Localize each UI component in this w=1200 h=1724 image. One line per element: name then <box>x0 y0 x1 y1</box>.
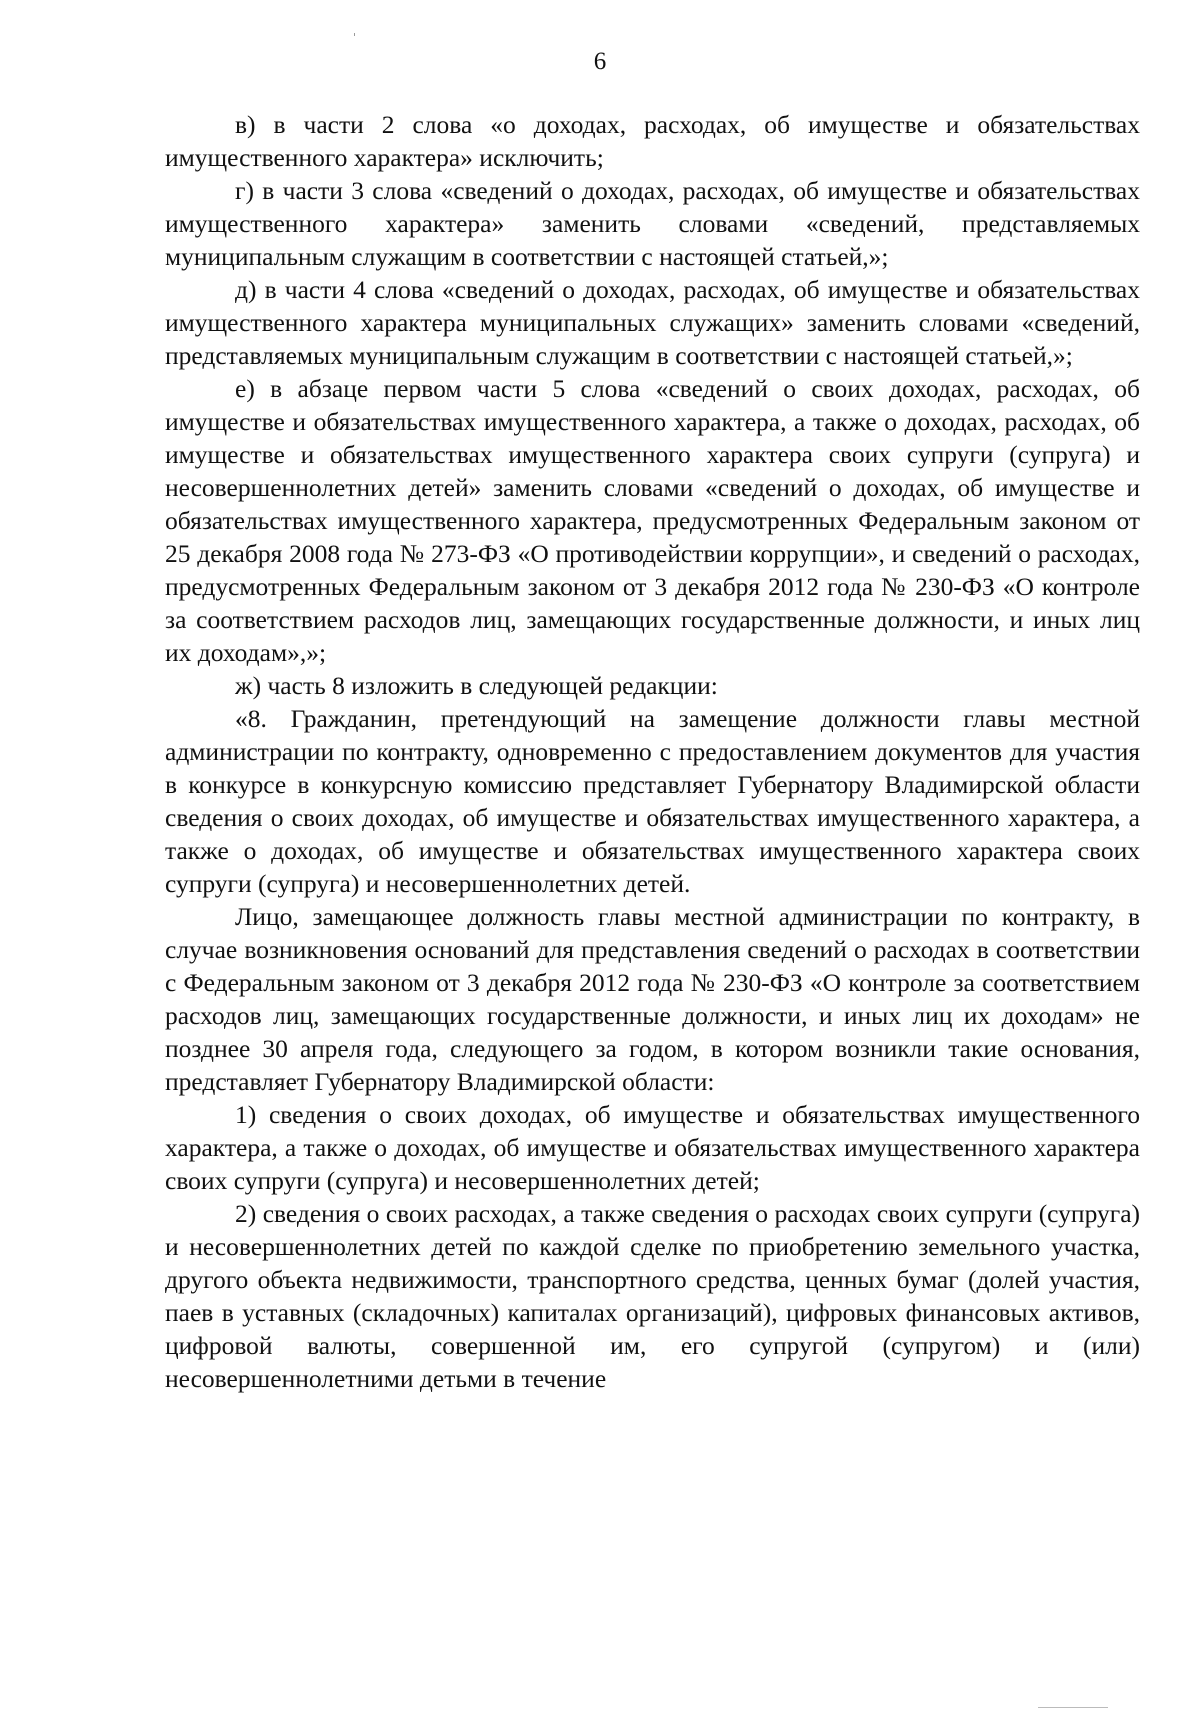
paragraph-subitem-1: 1) сведения о своих доходах, об имуществе и обязательствах имущественного характера, а также о доходах, об имуществе и обязательствах имущественного характера своих супруги (супруга) и несовершеннолетних детей; <box>165 1100 1140 1195</box>
page-number: 6 <box>593 48 607 75</box>
scan-edge-mark <box>1038 1707 1108 1708</box>
paragraph-item-e: е) в абзаце первом части 5 слова «сведений о своих доходах, расходах, об имуществе и обязательствах имущественного характера, а также о доходах, расходах, об имуществе и обязательствах имущественного характера своих супруги (супруга) и несовершеннолетних детей» заменить словами «сведений о доходах, об имуществе и обязательствах имущественного характера, предусмотренных Федеральным законом от 25 декабря 2008 года № 273-ФЗ «О противодействии коррупции», и сведений о расходах, предусмотренных Федеральным законом от 3 декабря 2012 года № 230-ФЗ «О контроле за соответствием расходов лиц, замещающих государственные должности, и иных лиц их доходам»,»; <box>165 374 1140 667</box>
document-body <box>165 108 1140 1395</box>
paragraph-item-zh: ж) часть 8 изложить в следующей редакции: <box>235 671 718 700</box>
paragraph-item-g: г) в части 3 слова «сведений о доходах, расходах, об имуществе и обязательствах имущественного характера» заменить словами «сведений, представляемых муниципальным служащим в соответствии с настоящей статьей,»; <box>165 176 1140 271</box>
paragraph-item-d: д) в части 4 слова «сведений о доходах, расходах, об имуществе и обязательствах имущественного характера муниципальных служащих» заменить словами «сведений, представляемых муниципальным служащим в соответствии с настоящей статьей,»; <box>165 275 1140 370</box>
paragraph-subitem-2: 2) сведения о своих расходах, а также сведения о расходах своих супруги (супруга) и несовершеннолетних детей по каждой сделке по приобретению земельного участка, другого объекта недвижимости, транспортного средства, ценных бумаг (долей участия, паев в уставных (складочных) капиталах организаций), цифровых финансовых активов, цифровой валюты, совершенной им, его супругой (супругом) и (или) несовершеннолетними детьми в течение <box>165 1199 1140 1393</box>
paragraph-head-of-administration: Лицо, замещающее должность главы местной администрации по контракту, в случае возникновения оснований для представления сведений о расходах в соответствии с Федеральным законом от 3 декабря 2012 года № 230-ФЗ «О контроле за соответствием расходов лиц, замещающих государственные должности, и иных лиц их доходам» не позднее 30 апреля года, следующего за годом, в котором возникли такие основания, представляет Губернатору Владимирской области: <box>165 902 1140 1096</box>
scan-dust-mark <box>354 33 355 36</box>
paragraph-item-v: в) в части 2 слова «о доходах, расходах, об имуществе и обязательствах имущественного характера» исключить; <box>165 110 1140 172</box>
paragraph-part-8: «8. Гражданин, претендующий на замещение должности главы местной администрации по контракту, одновременно с предоставлением документов для участия в конкурсе в конкурсную комиссию представляет Губернатору Владимирской области сведения о своих доходах, об имуществе и обязательствах имущественного характера, а также о доходах, об имуществе и обязательствах имущественного характера своих супруги (супруга) и несовершеннолетних детей. <box>165 704 1140 898</box>
